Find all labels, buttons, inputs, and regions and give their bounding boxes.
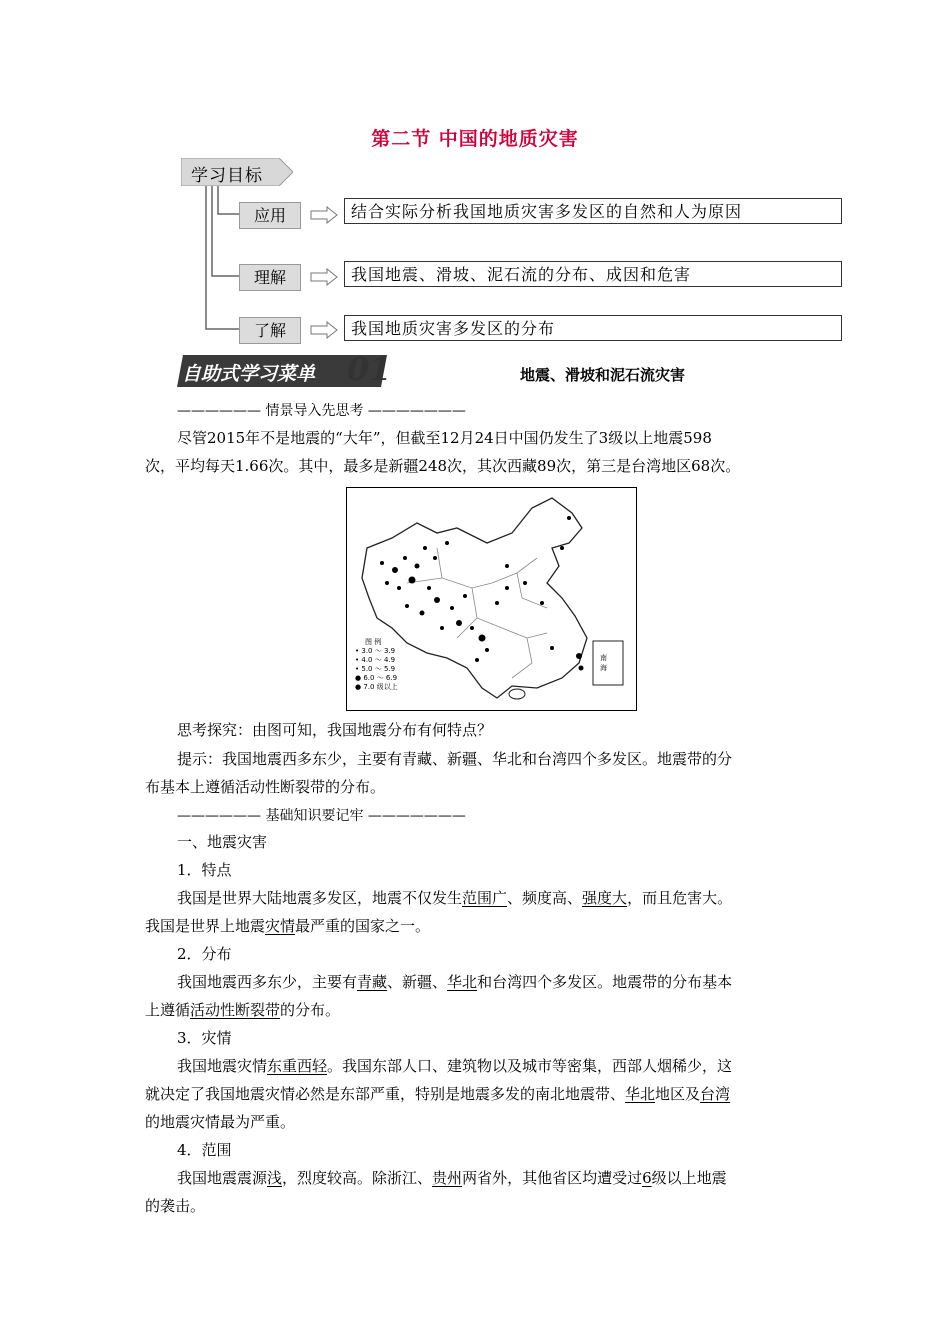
goal-level-know: 了解 — [239, 317, 301, 344]
range-line-2: 的袭击。 — [145, 1197, 206, 1215]
legend-item: 4.0 ～ 4.9 — [361, 656, 396, 664]
question-line: 思考探究：由图可知，我国地震分布有何特点？ — [177, 721, 493, 739]
banner-number: 01 — [347, 350, 392, 388]
map-legend: 图 例 • 3.0 ～ 3.9 • 4.0 ～ 4.9 • 5.0 ～ 5.9 ● 6.0 ～ 6.9 ● 7.0 级以上 — [355, 638, 398, 691]
subheading-features: 1．特点 — [177, 861, 232, 879]
distribution-line-1: 我国地震西多东少，主要有青藏、新疆、华北和台湾四个多发区。地震带的分布基本 — [177, 973, 733, 991]
banner-subtitle: 地震、滑坡和泥石流灾害 — [520, 366, 686, 384]
svg-text:海: 海 — [600, 664, 607, 672]
legend-item: 5.0 ～ 5.9 — [361, 665, 396, 673]
arrow-icon — [309, 268, 339, 286]
goal-level-understand: 理解 — [239, 264, 301, 291]
intro-line-2: 次，平均每天1.66次。其中，最多是新疆248次，其次西藏89次，第三是台湾地区68次。 — [145, 457, 741, 475]
disaster-line-1: 我国地震灾情东重西轻。我国东部人口、建筑物以及城市等密集，西部人烟稀少，这 — [177, 1057, 733, 1075]
distribution-line-2: 上遵循活动性断裂带的分布。 — [145, 1001, 341, 1019]
legend-item: 7.0 级以上 — [363, 683, 398, 691]
section-divider-basics: —————— 基础知识要记牢 ——————— — [177, 808, 466, 824]
svg-text:南: 南 — [600, 654, 607, 662]
intro-line-1: 尽管2015年不是地震的“大年”，但截至12月24日中国仍发生了3级以上地震598 — [177, 429, 712, 447]
arrow-icon — [309, 321, 339, 339]
goal-text-understand: 我国地震、滑坡、泥石流的分布、成因和危害 — [344, 261, 842, 287]
subheading-range: 4．范围 — [177, 1141, 232, 1159]
learning-goals-header — [181, 158, 293, 186]
legend-item: 6.0 ～ 6.9 — [363, 674, 398, 682]
disaster-line-2: 就决定了我国地震灾情必然是东部严重，特别是地震多发的南北地震带、华北地区及台湾 — [145, 1085, 731, 1103]
section-divider-intro: —————— 情景导入先思考 ——————— — [177, 403, 466, 419]
earthquake-distribution-map — [346, 487, 637, 711]
heading-earthquake: 一、地震灾害 — [177, 833, 268, 851]
goal-level-apply: 应用 — [239, 202, 301, 229]
map-legend-title: 图 例 — [365, 638, 382, 646]
features-line-2: 我国是世界上地震灾情最严重的国家之一。 — [145, 917, 431, 935]
subheading-distribution: 2．分布 — [177, 945, 232, 963]
goals-header-label: 学习目标 — [191, 166, 263, 186]
arrow-icon — [309, 206, 339, 224]
legend-item: 3.0 ～ 3.9 — [361, 647, 396, 655]
subheading-disaster: 3．灾情 — [177, 1029, 232, 1047]
hint-line-2: 布基本上遵循活动性断裂带的分布。 — [145, 778, 386, 796]
banner-label: 自助式学习菜单 — [182, 363, 316, 385]
page-title: 第二节 中国的地质灾害 — [371, 128, 579, 150]
range-line-1: 我国地震震源浅，烈度较高。除浙江、贵州两省外，其他省区均遭受过6级以上地震 — [177, 1169, 727, 1187]
disaster-line-3: 的地震灾情最为严重。 — [145, 1113, 296, 1131]
goal-text-apply: 结合实际分析我国地质灾害多发区的自然和人为原因 — [344, 198, 842, 224]
goal-text-know: 我国地质灾害多发区的分布 — [344, 315, 842, 341]
features-line-1: 我国是世界大陆地震多发区，地震不仅发生范围广、频度高、强度大，而且危害大。 — [177, 889, 733, 907]
hint-line-1: 提示：我国地震西多东少，主要有青藏、新疆、华北和台湾四个多发区。地震带的分 — [177, 750, 733, 768]
